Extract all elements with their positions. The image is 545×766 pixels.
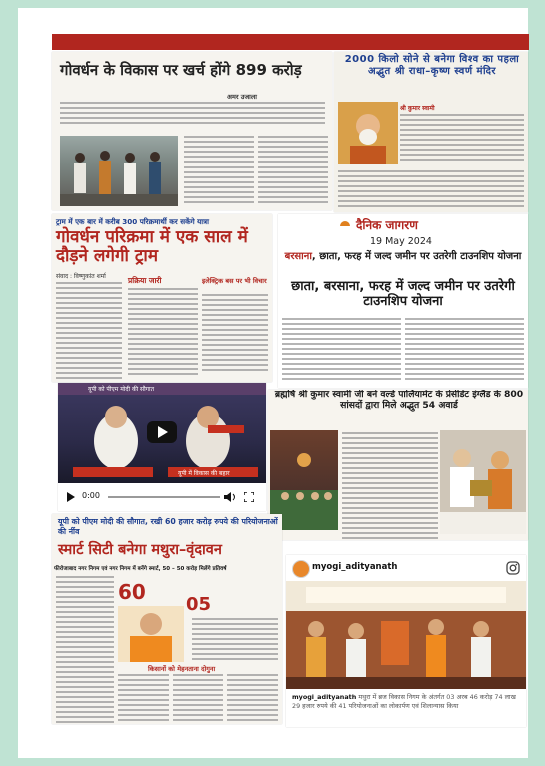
- clip1-headline: गोवर्धन के विकास पर खर्च होंगे 899 करोड़: [60, 61, 302, 79]
- clip5-headline: ब्रह्मर्षि श्री कुमार स्वामी जी बने वर्ल्ड पार्लियामेंट के प्रेसीडेंट इंग्लैंड के 800 सांसदों द्वारा मिले अद्भुत 54 अवार्ड: [274, 390, 524, 411]
- clip6-photo-caption: किसानों को मेहनताना दोगुना: [148, 665, 216, 673]
- clip4-text-columns: [282, 318, 524, 380]
- clip2-portrait: [338, 102, 398, 164]
- award-ceremony-art: [440, 430, 526, 534]
- instagram-logo-icon[interactable]: [506, 561, 520, 575]
- top-red-bar: [52, 34, 529, 50]
- clip3-text-right: [202, 294, 268, 371]
- swami-portrait-icon: [338, 102, 398, 164]
- news-clip-dainik-jagran: [278, 214, 528, 388]
- clip4-kicker-rest: , छाता, फरह में जल्द जमीन पर उतरेगी टाउनशिप योजना: [311, 251, 522, 262]
- jagran-sun-icon: [338, 218, 352, 232]
- clip4-kicker-place: बरसाना: [284, 251, 312, 262]
- insta-username[interactable]: myogi_adityanath: [312, 562, 398, 572]
- insta-caption-text: मथुरा में ब्रज विकास निगम के अंतर्गत 03 अरब 46 करोड़ 74 लाख 29 हजार रुपये की 41 परियोजनाओं का लोकार्पण एवं शिलान्यास किया: [292, 693, 516, 710]
- clip3-headline: गोवर्धन परिक्रमा में एक साल में दौड़ने लगेगी ट्राम: [56, 227, 248, 267]
- clip1-text-top: [60, 102, 325, 124]
- clip6-subheadline: फीरोजाबाद नगर निगम एवं नगर निगम में बनेंगे स्मार्ट, 50 – 50 करोड़ मिलेंगे प्रतिवर्ष: [54, 566, 227, 572]
- video-time: 0:00: [82, 491, 100, 500]
- insta-caption-user[interactable]: myogi_adityanath: [292, 693, 357, 701]
- news-clip-govardhan: [52, 52, 332, 210]
- clip4-headline: छाता, बरसाना, फरह में जल्द जमीन पर उतरेगी टाउनशिप योजना: [291, 279, 515, 309]
- fullscreen-icon[interactable]: [244, 492, 254, 502]
- instagram-post[interactable]: [286, 555, 526, 727]
- clip2-text-right: [400, 114, 524, 161]
- clip6-number-box-right: 05: [186, 594, 212, 615]
- news-clip-tram: [52, 214, 272, 382]
- insta-photo: [286, 581, 526, 689]
- clip2-headline: 2000 किलो सोने से बनेगा विश्व का पहला अद्भुत श्री राधा–कृष्ण स्वर्ण मंदिर: [344, 54, 520, 77]
- clip1-photo-people: [60, 136, 178, 206]
- clip2-caption: श्री कुमार स्वामी: [400, 105, 435, 112]
- clip1-byline: अमर उजाला: [227, 93, 257, 101]
- yogi-portrait-art: [118, 606, 184, 662]
- event-stage-art: [286, 581, 526, 689]
- video-progress-track[interactable]: [108, 496, 220, 498]
- clip1-text-columns: [184, 136, 328, 203]
- clip6-text-bottom: [118, 674, 278, 724]
- clip6-photo: [118, 606, 184, 662]
- jagran-logo-text: दैनिक जागरण: [356, 218, 418, 232]
- news-clip-world-parliament: [268, 390, 528, 540]
- clip2-text-bottom: [338, 170, 524, 207]
- clip6-number-box-left: 60: [118, 580, 146, 604]
- clip6-headline: स्मार्ट सिटी बनेगा मथुरा–वृंदावन: [58, 542, 222, 558]
- clip3-kicker: ट्राम में एक बार में करीब 300 परिक्रमार्थी कर सकेंगे यात्रा: [56, 217, 209, 226]
- clip4-date: 19 May 2024: [370, 236, 432, 247]
- insta-header: [286, 555, 526, 581]
- clip5-text-columns: [342, 432, 438, 539]
- clip3-sub2: इलेक्ट्रिक बस पर भी विचार: [202, 277, 267, 285]
- video-bottom-caption: यूपी में विकास की बहार: [178, 470, 230, 477]
- clip3-sub1: प्रक्रिया जारी: [128, 276, 162, 285]
- jagran-logo: [338, 216, 418, 233]
- clip4-kicker: [282, 251, 524, 263]
- clip6-text-mid: [192, 618, 278, 660]
- clip5-photo-right: [440, 430, 526, 534]
- clip3-text-mid: [128, 288, 198, 375]
- video-player[interactable]: [58, 383, 266, 511]
- clip3-byline: संवाद : विष्णुकांत शर्मा: [56, 273, 106, 280]
- volume-icon[interactable]: [224, 491, 236, 503]
- play-icon: [147, 421, 177, 443]
- play-button[interactable]: [147, 421, 177, 443]
- clip6-text-left: [56, 576, 114, 723]
- clip1-photo: [60, 136, 178, 206]
- news-clip-gold-temple: [334, 52, 528, 212]
- clip3-text-left: [56, 282, 122, 379]
- video-top-title: यूपी को पीएम मोदी की सौगात: [88, 386, 155, 393]
- clip6-kicker: यूपी को पीएम मोदी की सौगात, रखी 60 हजार करोड़ रुपये की परियोजनाओं की नींव: [58, 517, 278, 536]
- insta-avatar[interactable]: [292, 560, 310, 578]
- news-clip-smart-city: [52, 514, 282, 724]
- control-play-icon[interactable]: [66, 492, 76, 502]
- video-controls: [58, 483, 266, 511]
- insta-caption: [292, 693, 522, 710]
